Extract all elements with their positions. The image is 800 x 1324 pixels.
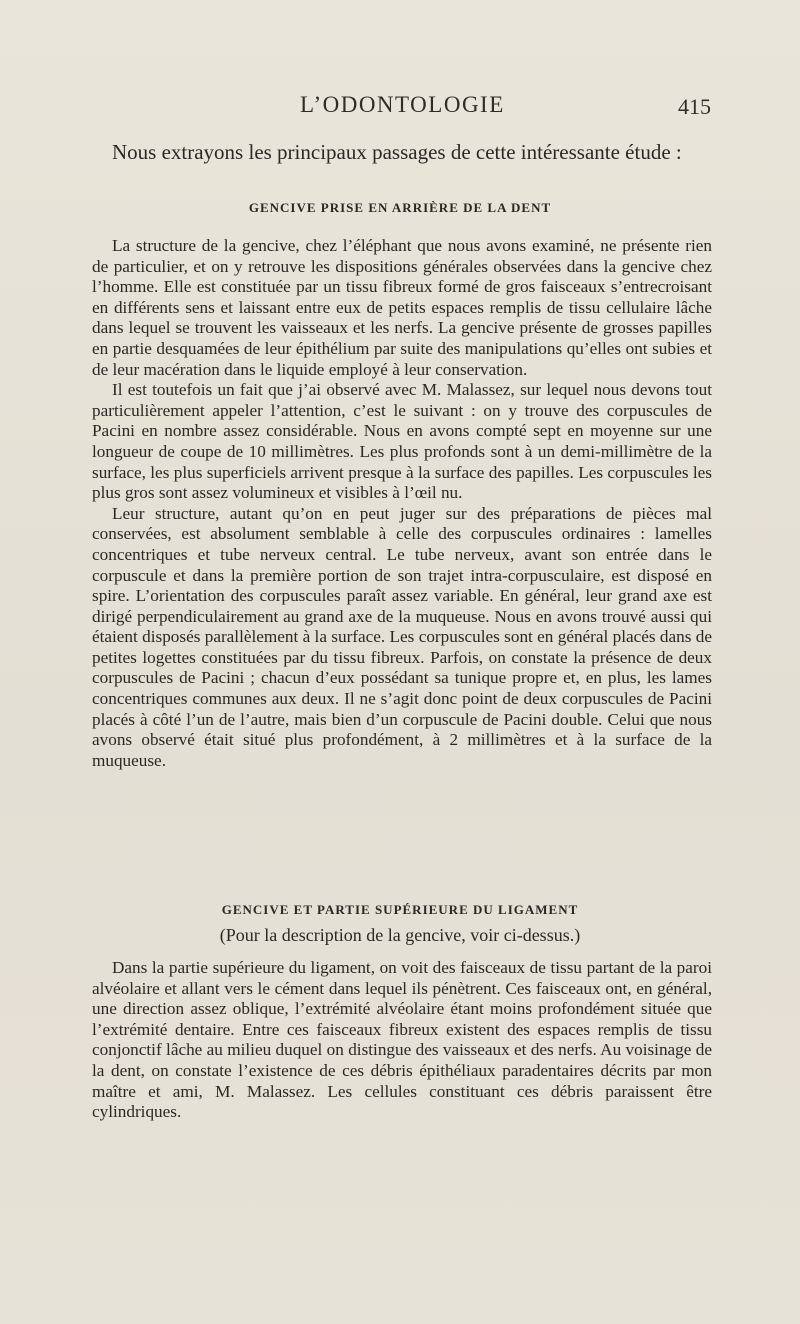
- page-header: [0, 92, 800, 132]
- intro-paragraph: Nous extrayons les principaux passages de cette intéressante étude :: [112, 140, 682, 164]
- paragraph: Leur structure, autant qu’on en peut juger sur des préparations de pièces mal conservées, est absolument semblable à celle des corpuscules ordinaires : lamelles concentriques et tube nerveux central. Le tube nerveux, avant son entrée dans le corpuscule et dans la première portion de son trajet intra-corpusculaire, est disposé en spire. L’orientation des corpuscules paraît assez variable. En général, leur grand axe est dirigé perpendiculairement au grand axe de la muqueuse. Nous en avons trouvé aussi qui étaient disposés parallèlement à la surface. Les corpuscules sont en général placés dans de petites logettes constituées par du tissu fibreux. Parfois, on constate la présence de deux corpuscules de Pacini ; chacun d’eux possédant sa tunique propre et, en plus, les lames concentriques communes aux deux. Il ne s’agit donc point de deux corpuscules de Pacini placés à côté l’un de l’autre, mais bien d’un corpuscule de Pacini double. Celui que nous avons observé était situé plus profondément, à 2 millimètres et à la surface de la muqueuse.: [92, 503, 712, 770]
- running-title: L’ODONTOLOGIE: [300, 92, 505, 117]
- paragraph: Dans la partie supérieure du ligament, on voit des faisceaux de tissu partant de la paroi alvéolaire et allant vers le cément dans lequel ils pénètrent. Ces faisceaux ont, en général, une direction assez oblique, l’extrémité alvéolaire étant moins profondément située que l’extrémité dentaire. Entre ces faisceaux fibreux existent des espaces remplis de tissu conjonctif lâche au milieu duquel on distingue des vaisseaux et des nerfs. Au voisinage de la dent, on constate l’existence de ces débris épithéliaux paradentaires décrits par mon maître et ami, M. Malassez. Les cellules constituant ces débris paraissent être cylindriques.: [92, 958, 712, 1122]
- section-title-gencive-ligament: GENCIVE ET PARTIE SUPÉRIEURE DU LIGAMENT: [221, 902, 579, 917]
- section-body-gencive-ligament: [92, 958, 712, 1123]
- section-subtitle: (Pour la description de la gencive, voir ci-dessus.): [219, 925, 581, 945]
- section-title-gencive-arriere: GENCIVE PRISE EN ARRIÈRE DE LA DENT: [248, 200, 552, 215]
- page-number: 415: [678, 94, 711, 119]
- section-body-gencive-arriere: [92, 236, 712, 771]
- paragraph: Il est toutefois un fait que j’ai observé avec M. Malassez, sur lequel nous devons tout particulièrement appeler l’attention, c’est le suivant : on y trouve des corpuscules de Pacini en nombre assez considérable. Nous en avons compté sept en moyenne sur une longueur de coupe de 10 millimètres. Les plus profonds sont à un demi-millimètre de la surface, les plus superficiels arrivent presque à la surface des papilles. Les corpuscules les plus gros sont assez volumineux et visibles à l’œil nu.: [92, 380, 712, 503]
- paragraph: La structure de la gencive, chez l’éléphant que nous avons examiné, ne présente rien de particulier, et on y retrouve les dispositions générales observées dans la gencive chez l’homme. Elle est constituée par un tissu fibreux formé de gros faisceaux s’entrecroisant en différents sens et laissant entre eux de petits espaces remplis de tissu cellulaire lâche dans lequel se trouvent les vaisseaux et les nerfs. La gencive présente de grosses papilles en partie desquamées de leur épithélium par suite des manipulations qu’elles ont subies et de leur macération dans le liquide employé à leur conservation.: [92, 236, 712, 379]
